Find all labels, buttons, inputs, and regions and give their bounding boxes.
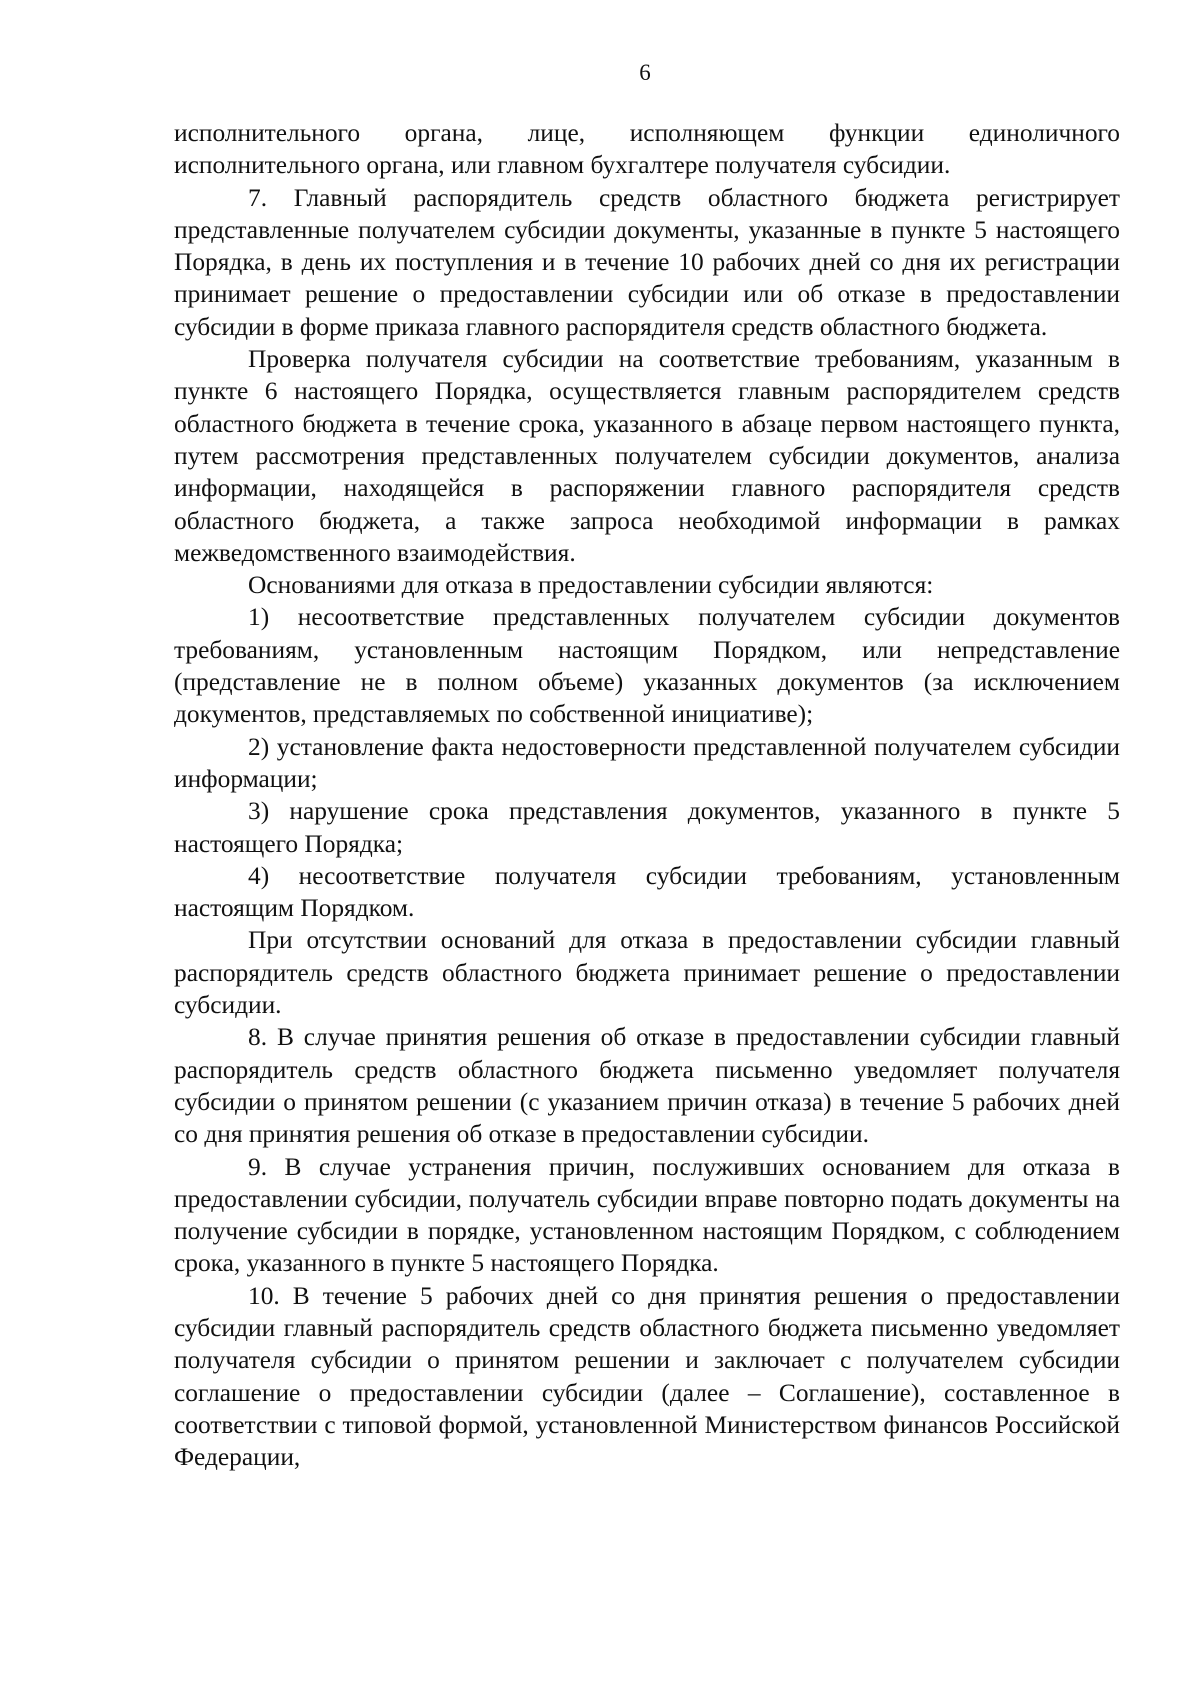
paragraph: 7. Главный распорядитель средств областного бюджета регистрирует представленные получателем субсидии документы, указанные в пункте 5 настоящего Порядка, в день их поступления и в течение 10 рабочих дней со дня их регистрации принимает решение о предоставлении субсидии или об отказе в предоставлении субсидии в форме приказа главного распорядителя средств областного бюджета. — [174, 183, 1120, 341]
paragraph: 2) установление факта недостоверности представленной получателем субсидии информации; — [174, 732, 1120, 793]
page-number: 6 — [639, 60, 651, 85]
paragraph: 4) несоответствие получателя субсидии требованиям, установленным настоящим Порядком. — [174, 861, 1120, 923]
paragraph: 10. В течение 5 рабочих дней со дня принятия решения о предоставлении субсидии главный распорядитель средств областного бюджета письменно уведомляет получателя субсидии о принятом решении и заключает с получателем субсидии соглашение о предоставлении субсидии (далее – Соглашение), составленное в соответствии с типовой формой, установленной Министерством финансов Российской Федерации, — [174, 1281, 1120, 1472]
paragraph: 9. В случае устранения причин, послуживших основанием для отказа в предоставлении субсидии, получатель субсидии вправе повторно подать документы на получение субсидии в порядке, установленном настоящим Порядком, с соблюдением срока, указанного в пункте 5 настоящего Порядка. — [174, 1152, 1120, 1278]
paragraph: 1) несоответствие представленных получателем субсидии документов требованиям, установленным настоящим Порядком, или непредставление (представление не в полном объеме) указанных документов (за исключением документов, представляемых по собственной инициативе); — [174, 603, 1120, 729]
paragraph: Основаниями для отказа в предоставлении субсидии являются: — [248, 571, 934, 600]
document-body — [174, 117, 1120, 1473]
paragraph: 3) нарушение срока представления документов, указанного в пункте 5 настоящего Порядка; — [174, 797, 1120, 858]
paragraph: При отсутствии оснований для отказа в предоставлении субсидии главный распорядитель средств областного бюджета принимает решение о предоставлении субсидии. — [174, 926, 1120, 1020]
paragraph: 8. В случае принятия решения об отказе в предоставлении субсидии главный распорядитель средств областного бюджета письменно уведомляет получателя субсидии о принятом решении (с указанием причин отказа) в течение 5 рабочих дней со дня принятия решения об отказе в предоставлении субсидии. — [174, 1023, 1120, 1149]
paragraph: Проверка получателя субсидии на соответствие требованиям, указанным в пункте 6 настоящего Порядка, осуществляется главным распорядителем средств областного бюджета в течение срока, указанного в абзаце первом настоящего пункта, путем рассмотрения представленных получателем субсидии документов, анализа информации, находящейся в распоряжении главного распорядителя средств областного бюджета, а также запроса необходимой информации в рамках межведомственного взаимодействия. — [174, 345, 1120, 567]
paragraph: исполнительного органа, лице, исполняющем функции единоличного исполнительного органа, или главном бухгалтере получателя субсидии. — [174, 119, 1120, 180]
